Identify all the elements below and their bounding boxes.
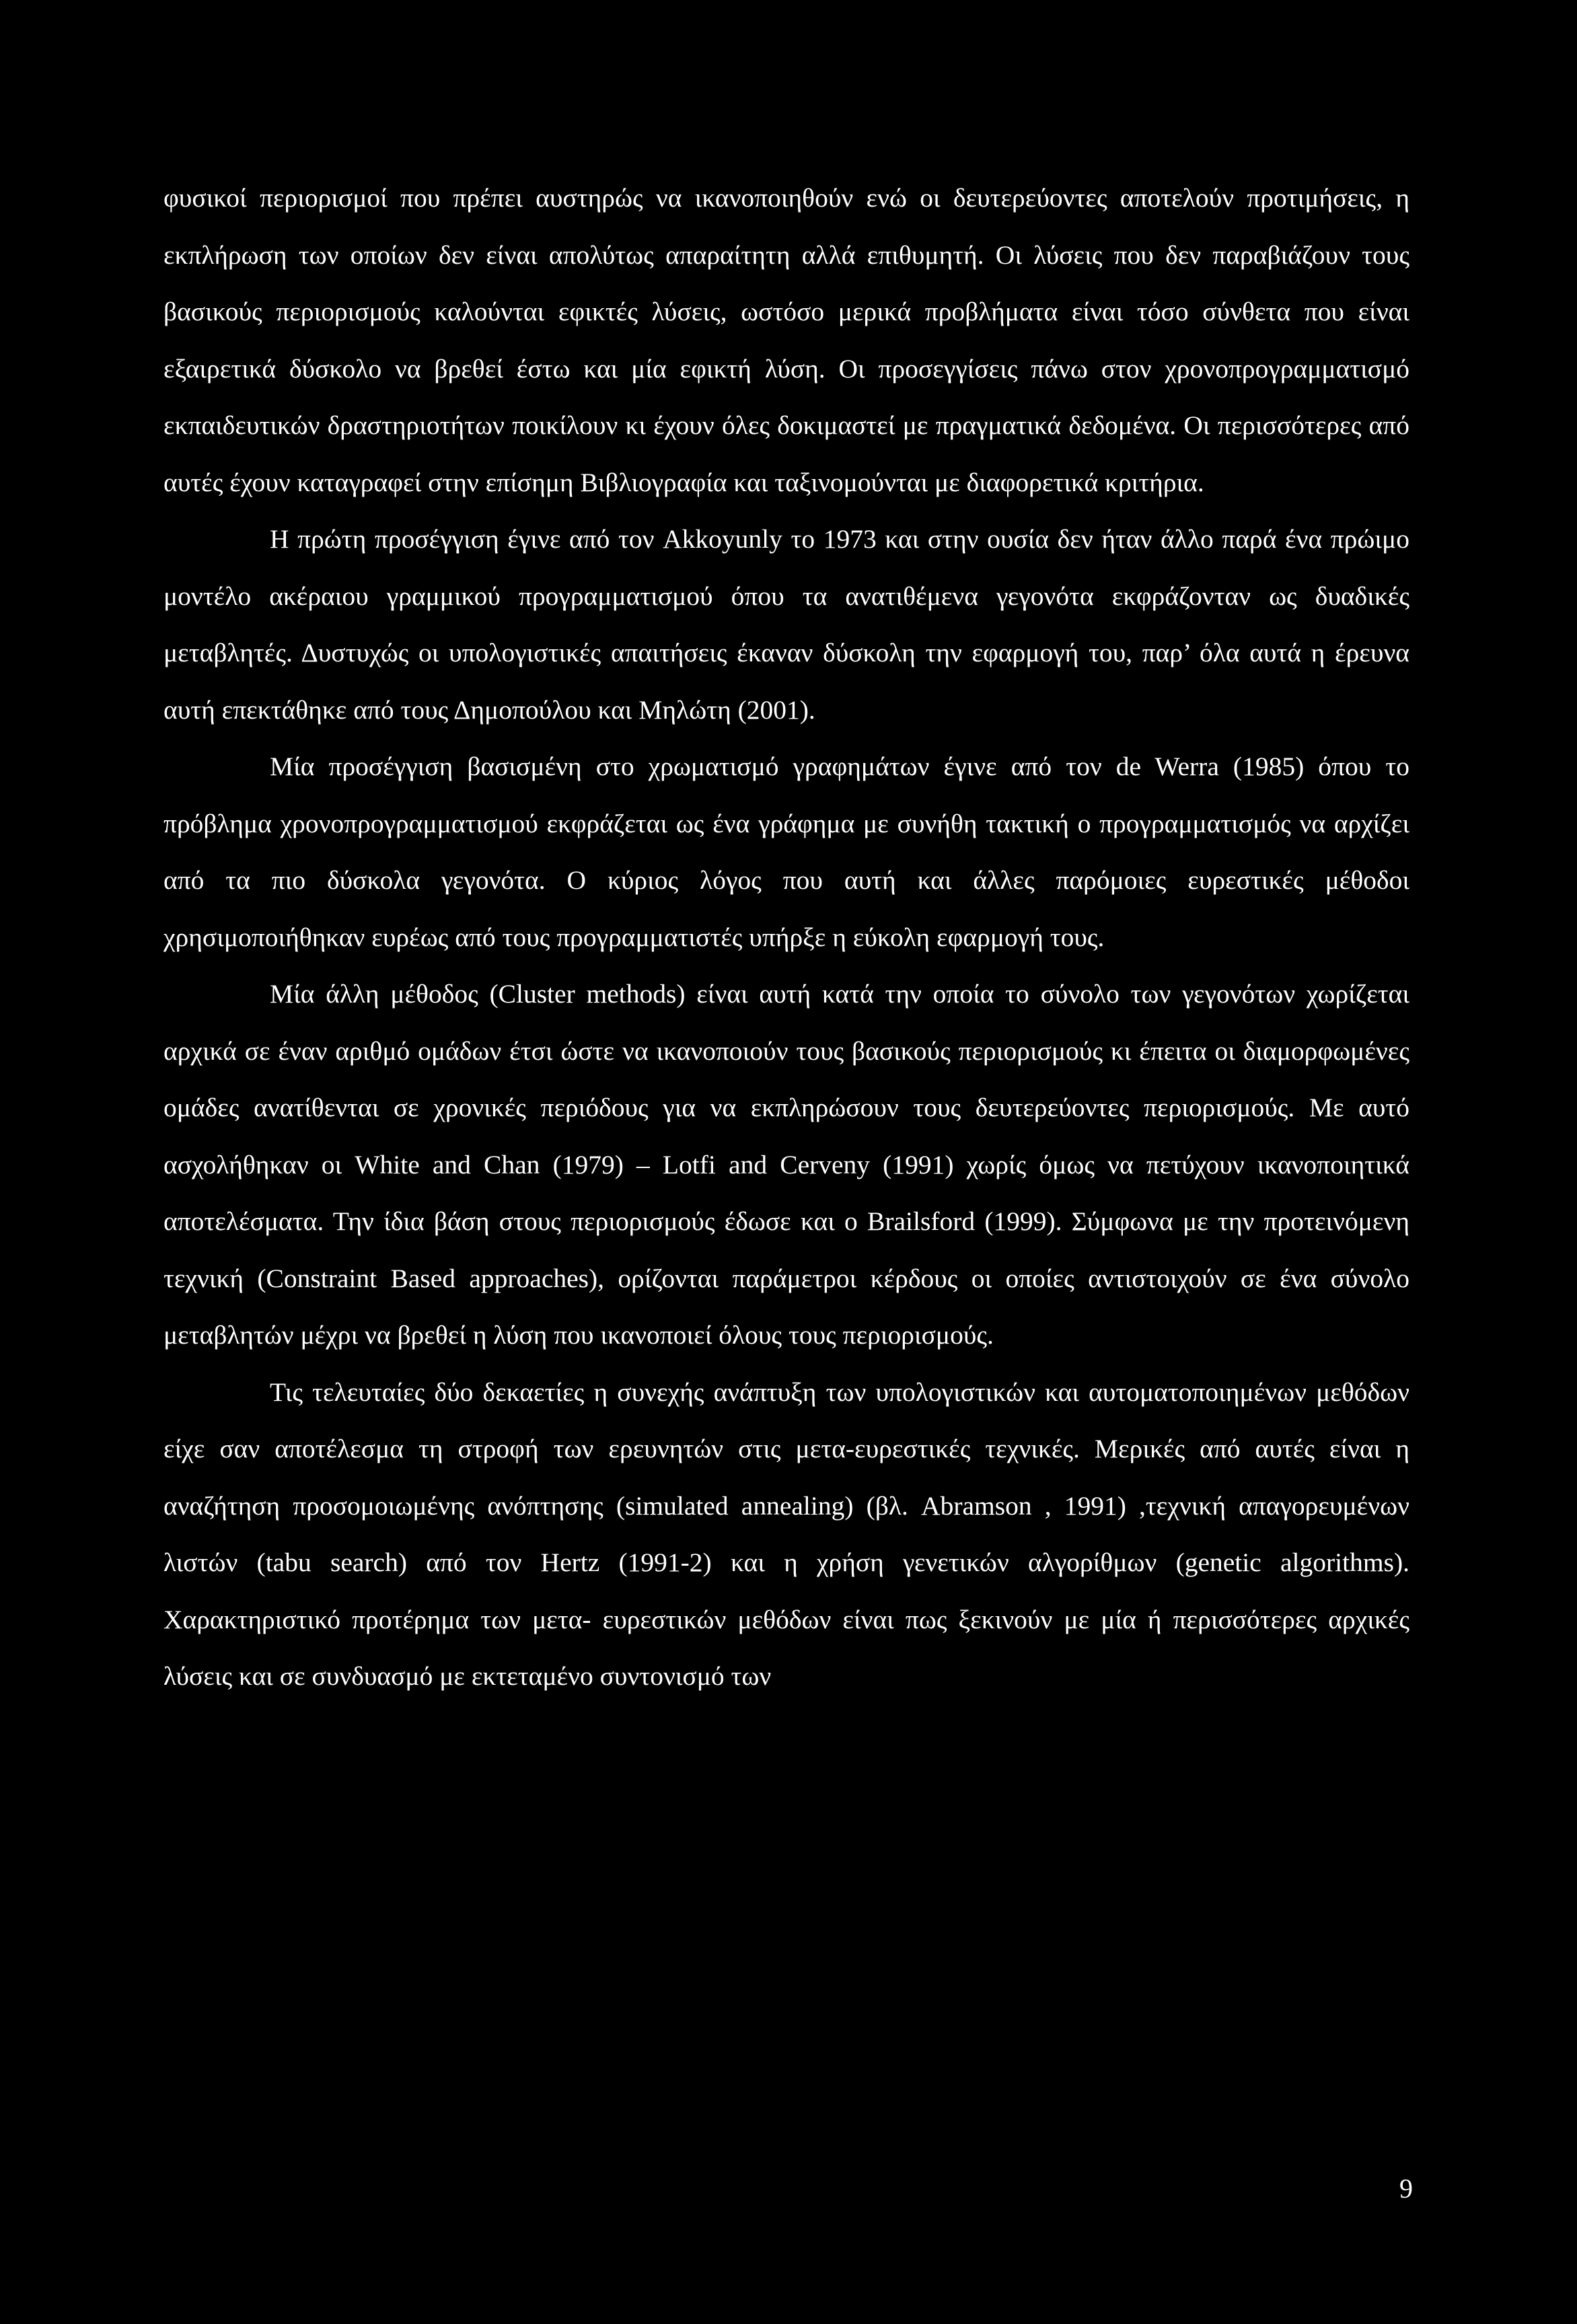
paragraph-5: Τις τελευταίες δύο δεκαετίες η συνεχής ανάπτυξη των υπολογιστικών και αυτοματοποιημένων μεθόδων είχε σαν αποτέλεσμα τη στροφή των ερευνητών στις μετα-ευρεστικές τεχνικές. Μερικές από αυτές είναι η αναζήτηση προσομοιωμένης ανόπτησης (simulated annealing) (βλ. Abramson , 1991) ,τεχνική απαγορευμένων λιστών (tabu search) από τον Hertz (1991-2) και η χρήση γενετικών αλγορίθμων (genetic algorithms). Χαρακτηριστικό προτέρημα των μετα- ευρεστικών μεθόδων είναι πως ξεκινούν με μία ή περισσότερες αρχικές λύσεις και σε συνδυασμό με εκτεταμένο συντονισμό των — [163, 1377, 1409, 1691]
page-number: 9 — [1399, 2173, 1413, 2204]
paragraph-4: Μία άλλη μέθοδος (Cluster methods) είναι αυτή κατά την οποία το σύνολο των γεγονότων χωρίζεται αρχικά σε έναν αριθμό ομάδων έτσι ώστε να ικανοποιούν τους βασικούς περιορισμούς κι έπειτα οι διαμορφωμένες ομάδες ανατίθενται σε χρονικές περιόδους για να εκπληρώσουν τους δευτερεύοντες περιορισμούς. Με αυτό ασχολήθηκαν οι White and Chan (1979) – Lotfi and Cerveny (1991) χωρίς όμως να πετύχουν ικανοποιητικά αποτελέσματα. Την ίδια βάση στους περιορισμούς έδωσε και ο Brailsford (1999). Σύμφωνα με την προτεινόμενη τεχνική (Constraint Based approaches), ορίζονται παράμετροι κέρδους οι οποίες αντιστοιχούν σε ένα σύνολο μεταβλητών μέχρι να βρεθεί η λύση που ικανοποιεί όλους τους περιορισμούς. — [163, 979, 1409, 1350]
paragraph-3: Μία προσέγγιση βασισμένη στο χρωματισμό γραφημάτων έγινε από τον de Werra (1985) όπου το πρόβλημα χρονοπρογραμματισμού εκφράζεται ως ένα γράφημα με συνήθη τακτική ο προγραμματισμός να αρχίζει από τα πιο δύσκολα γεγονότα. Ο κύριος λόγος που αυτή και άλλες παρόμοιες ευρεστικές μέθοδοι χρησιμοποιήθηκαν ευρέως από τους προγραμματιστές υπήρξε η εύκολη εφαρμογή τους. — [163, 752, 1409, 952]
paragraph-1: φυσικοί περιορισμοί που πρέπει αυστηρώς να ικανοποιηθούν ενώ οι δευτερεύοντες αποτελούν προτιμήσεις, η εκπλήρωση των οποίων δεν είναι απολύτως απαραίτητη αλλά επιθυμητή. Οι λύσεις που δεν παραβιάζουν τους βασικούς περιορισμούς καλούνται εφικτές λύσεις, ωστόσο μερικά προβλήματα είναι τόσο σύνθετα που είναι εξαιρετικά δύσκολο να βρεθεί έστω και μία εφικτή λύση. Οι προσεγγίσεις πάνω στον χρονοπρογραμματισμό εκπαιδευτικών δραστηριοτήτων ποικίλουν κι έχουν όλες δοκιμαστεί με πραγματικά δεδομένα. Οι περισσότερες από αυτές έχουν καταγραφεί στην επίσημη Βιβλιογραφία και ταξινομούνται με διαφορετικά κριτήρια. — [163, 183, 1409, 497]
paragraph-2: Η πρώτη προσέγγιση έγινε από τον Akkoyunly το 1973 και στην ουσία δεν ήταν άλλο παρά ένα πρώιμο μοντέλο ακέραιου γραμμικού προγραμματισμού όπου τα ανατιθέμενα γεγονότα εκφράζονταν ως δυαδικές μεταβλητές. Δυστυχώς οι υπολογιστικές απαιτήσεις έκαναν δύσκολη την εφαρμογή του, παρ’ όλα αυτά η έρευνα αυτή επεκτάθηκε από τους Δημοπούλου και Μηλώτη (2001). — [163, 524, 1409, 725]
body-text — [163, 170, 1409, 1705]
